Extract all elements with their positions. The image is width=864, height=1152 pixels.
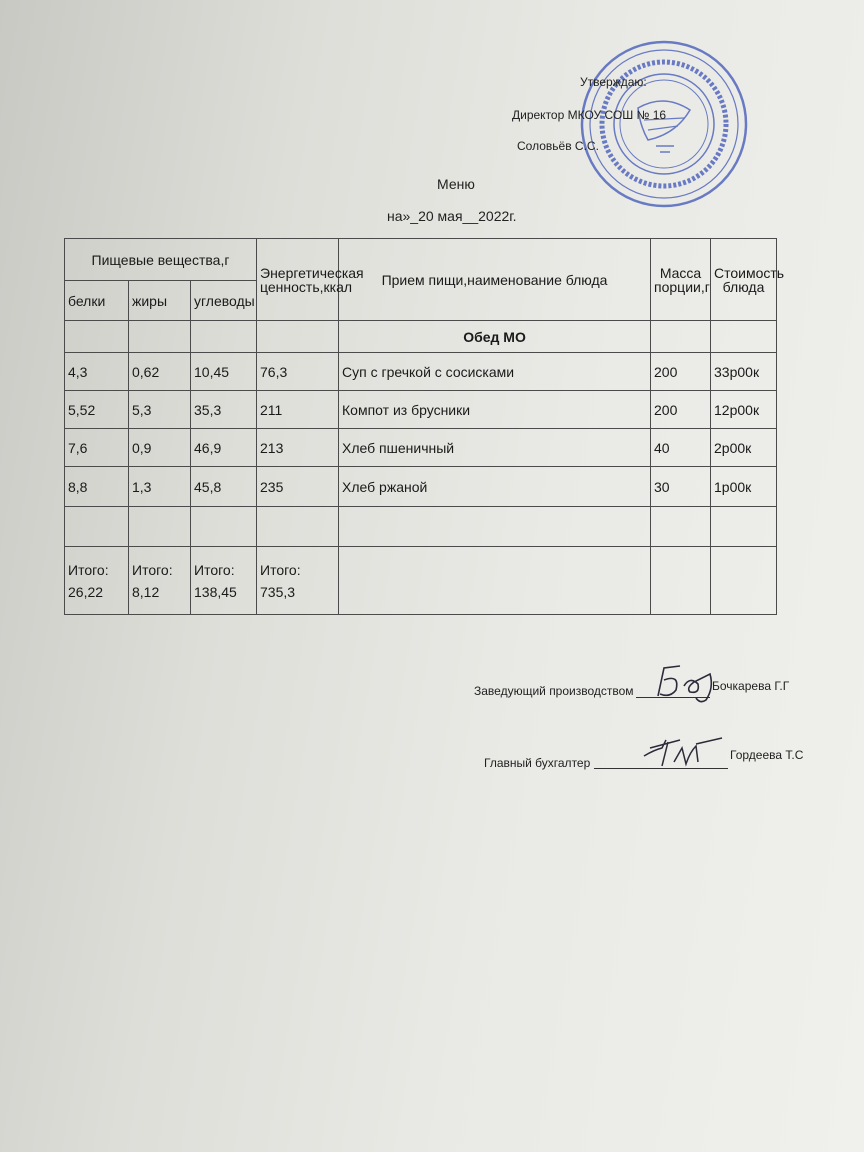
cell-energy: 76,3 xyxy=(257,353,339,391)
totals-row xyxy=(65,547,777,615)
cell-fat: 0,62 xyxy=(129,353,191,391)
official-stamp xyxy=(578,38,750,210)
cell-cost: 12р00к xyxy=(711,391,777,429)
cell-protein: 7,6 xyxy=(65,429,129,467)
total-carbs: Итого: 138,45 xyxy=(191,547,257,615)
header-energy: Энергетическая ценность,ккал xyxy=(257,239,339,321)
cell-energy: 211 xyxy=(257,391,339,429)
production-signature xyxy=(650,660,720,704)
cell-dish: Суп с гречкой с сосисками xyxy=(339,353,651,391)
cell-mass: 200 xyxy=(651,353,711,391)
header-mass: Масса порции,г xyxy=(651,239,711,321)
total-fat: Итого: 8,12 xyxy=(129,547,191,615)
menu-date: на»_20 мая__2022г. xyxy=(387,208,517,224)
total-energy: Итого: 735,3 xyxy=(257,547,339,615)
total-protein: Итого: 26,22 xyxy=(65,547,129,615)
cell-fat: 5,3 xyxy=(129,391,191,429)
cell-cost: 2р00к xyxy=(711,429,777,467)
cell-dish: Компот из брусники xyxy=(339,391,651,429)
cell-carbs: 35,3 xyxy=(191,391,257,429)
cell-fat: 1,3 xyxy=(129,467,191,507)
cell-mass: 30 xyxy=(651,467,711,507)
production-manager-name: Бочкарева Г.Г xyxy=(712,679,790,693)
section-row xyxy=(65,321,777,353)
production-manager-label: Заведующий производством xyxy=(474,684,634,698)
cell-dish: Хлеб ржаной xyxy=(339,467,651,507)
cell-cost: 1р00к xyxy=(711,467,777,507)
header-nutrients: Пищевые вещества,г xyxy=(65,239,257,281)
cell-dish: Хлеб пшеничный xyxy=(339,429,651,467)
cell-energy: 235 xyxy=(257,467,339,507)
table-row xyxy=(65,467,777,507)
header-dish: Прием пищи,наименование блюда xyxy=(339,239,651,321)
approval-name: Соловьёв С.С. xyxy=(517,139,599,153)
table-row xyxy=(65,353,777,391)
cell-cost: 33р00к xyxy=(711,353,777,391)
cell-fat: 0,9 xyxy=(129,429,191,467)
cell-carbs: 45,8 xyxy=(191,467,257,507)
table-row xyxy=(65,429,777,467)
empty-row xyxy=(65,507,777,547)
cell-energy: 213 xyxy=(257,429,339,467)
cell-mass: 40 xyxy=(651,429,711,467)
approval-director: Директор МКОУ СОШ № 16 xyxy=(512,108,667,122)
approval-label: Утверждаю: xyxy=(580,75,647,89)
chief-accountant-name: Гордеева Т.С xyxy=(730,748,804,762)
subheader-protein: белки xyxy=(65,281,129,321)
cell-protein: 4,3 xyxy=(65,353,129,391)
subheader-carbs: углеводы xyxy=(191,281,257,321)
cell-protein: 8,8 xyxy=(65,467,129,507)
menu-table xyxy=(64,238,785,615)
cell-carbs: 10,45 xyxy=(191,353,257,391)
cell-protein: 5,52 xyxy=(65,391,129,429)
cell-carbs: 46,9 xyxy=(191,429,257,467)
document-title: Меню xyxy=(437,176,475,192)
table-row xyxy=(65,391,777,429)
header-cost: Стоимость блюда xyxy=(711,239,777,321)
cell-mass: 200 xyxy=(651,391,711,429)
subheader-fat: жиры xyxy=(129,281,191,321)
section-title: Обед МО xyxy=(339,321,651,353)
chief-accountant-label: Главный бухгалтер xyxy=(484,756,591,770)
accountant-signature xyxy=(640,734,730,774)
table-header-row xyxy=(65,239,777,281)
